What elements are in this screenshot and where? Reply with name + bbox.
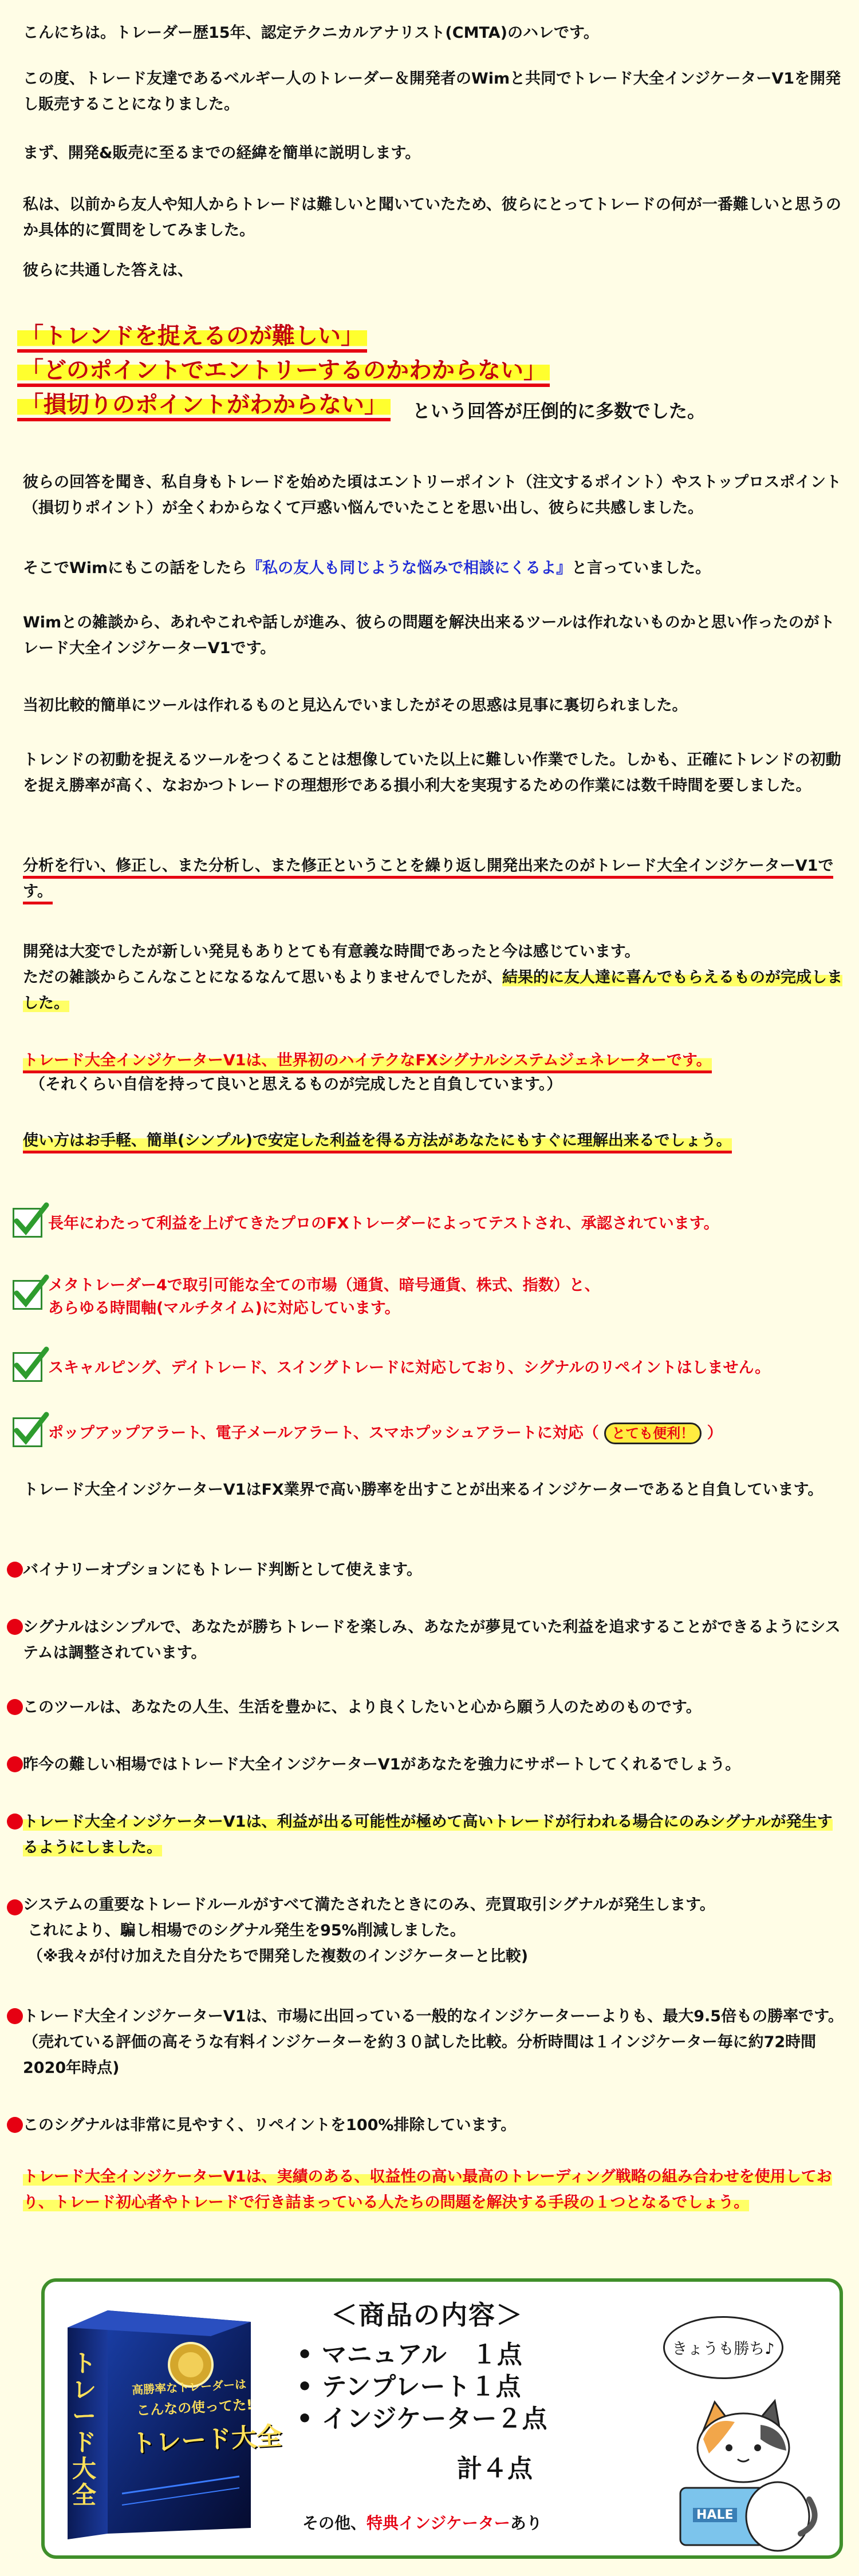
intro-question: 私は、以前から友人や知人からトレードは難しいと聞いていたため、彼らにとってトレードの何が一番難しいと思うのか具体的に質問をしてみました。: [23, 196, 841, 239]
intro-greeting: こんにちは。トレーダー歴15年、認定テクニカルアナリスト(CMTA)のハレです。: [23, 24, 599, 42]
bullet-rules: システムの重要なトレードルールがすべて満たされたときにのみ、売買取引シグナルが発生します。 これにより、騙し相場でのシグナル発生を95%削減しました。 （※我々が付け加えた自分たちで開発した複数のインジケーターと比較): [23, 1896, 715, 1965]
story-expectation: 当初比較的簡単にツールは作れるものと見込んでいましたがその思惑は見事に裏切られました。: [23, 697, 688, 714]
story-wim: そこでWimにもこの話をしたら『私の友人も同じような悩みで相談にくるよ』と言っていました。: [23, 559, 711, 577]
package-side-title: トレード大全: [72, 2349, 97, 2509]
checkmark-icon: [13, 1208, 42, 1238]
checkmark-icon: [13, 1352, 42, 1382]
answer-stoploss: 「損切りのポイントがわからない」: [17, 389, 391, 420]
story-completion: 開発は大変でしたが新しい発見もありとても有意義な時間であったと今は感じています。 ただの雑談からこんなことになるなんて思いもよりませんでしたが、結果的に友人達に喜んでもらえるものが完成しました。: [23, 943, 842, 1012]
speech-bubble: きょうも勝ち♪: [663, 2316, 783, 2379]
product-contents-box: [41, 2278, 843, 2559]
product-item: • マニュアル １点: [297, 2339, 547, 2371]
cat-mascot-icon: [669, 2385, 818, 2557]
feature-styles: スキャルピング、デイトレード、スイングトレードに対応しており、シグナルのリペイントはしません。: [48, 1359, 771, 1377]
product-item-list: [297, 2339, 547, 2435]
answer-entry: 「どのポイントでエントリーするのかわからない」: [17, 355, 550, 386]
package-tagline: 高勝率なトレーダーは: [131, 2377, 247, 2397]
closing-statement: トレード大全インジケーターV1は、実績のある、収益性の高い最高のトレーディング戦略の組み合わせを使用しており、トレード初心者やトレードで行き詰まっている人たちの問題を解決する手段の１つとなるでしょう。: [23, 2168, 832, 2211]
product-total: 計４点: [457, 2454, 533, 2483]
bullet-dot: [7, 2117, 23, 2133]
checkmark-icon: [13, 1417, 42, 1447]
bullet-high-probability: トレード大全インジケーターV1は、利益が出る可能性が極めて高いトレードが行われる場合にのみシグナルが発生するようにしました。: [23, 1813, 833, 1856]
story-empathy: 彼らの回答を聞き、私自身もトレードを始めた頃はエントリーポイント（注文するポイント）やストップロスポイント（損切りポイント）が全くわからなくて戸惑い悩んでいたことを思い出し、彼らに共感しました。: [23, 473, 842, 517]
package-subtagline: こんなの使ってた!: [136, 2396, 253, 2419]
bullet-dot: [7, 1899, 23, 1915]
story-origin: Wimとの雑談から、あれやこれや話しが進み、彼らの問題を解決出来るツールは作れないものかと思い作ったのがトレード大全インジケーターV1です。: [23, 614, 835, 657]
bullet-comparison: トレード大全インジケーターV1は、市場に出回っている一般的なインジケーターーよりも、最大9.5倍もの勝率です。（売れている評価の高そうな有料インジケーターを約３０試した比較。分析時間は１インジケーター毎に約72時間 2020年時点): [23, 2008, 844, 2077]
wim-quote: 『私の友人も同じような悩みで相談にくるよ』: [247, 559, 572, 577]
checkmark-icon: [13, 1280, 42, 1310]
world-first-note: （それくらい自信を持って良いと思えるものが完成したと自負しています。）: [30, 1076, 562, 1093]
product-item: • インジケーター２点: [297, 2403, 547, 2435]
intro-answer-lead: 彼らに共通した答えは、: [23, 262, 193, 279]
story-iteration: 分析を行い、修正し、また分析し、また修正ということを繰り返し開発出来たのがトレード大全インジケーターV1です。: [23, 853, 848, 904]
bullet-dot: [7, 1619, 23, 1635]
bullet-dot: [7, 1756, 23, 1772]
bullet-no-repaint: このシグナルは非常に見やすく、リペイントを100%排除しています。: [23, 2116, 517, 2134]
intro-background: まず、開発&販売に至るまでの経緯を簡単に説明します。: [23, 144, 421, 162]
product-title: ＜商品の内容＞: [331, 2300, 523, 2330]
convenient-badge: とても便利！: [604, 1423, 702, 1444]
answer-trend: 「トレンドを捉えるのが難しい」: [17, 321, 367, 351]
feature-tested: 長年にわたって利益を上げてきたプロのFXトレーダーによってテストされ、承認されています。: [48, 1215, 719, 1232]
intro-announcement: この度、トレード友達であるベルギー人のトレーダー＆開発者のWimと共同でトレード大全インジケーターV1を開発し販売することになりました。: [23, 70, 841, 113]
completion-highlight: 結果的に友人達に喜んでもらえるものが完成しました。: [23, 969, 842, 1012]
product-bonus-note: その他、特典インジケーターあり: [302, 2514, 542, 2532]
package-title: トレード大全: [130, 2421, 283, 2459]
bullet-binary: バイナリーオプションにもトレード判断として使えます。: [23, 1561, 422, 1579]
answer-tail: という回答が圧倒的に多数でした。: [412, 400, 706, 422]
story-difficulty: トレンドの初動を捉えるツールをつくることは想像していた以上に難しい作業でした。しかも、正確にトレンドの初動を捉え勝率が高く、なおかつトレードの理想形である損小利大を実現するための作業には数千時間を要しました。: [23, 751, 841, 795]
bullet-dot: [7, 1562, 23, 1578]
product-item: • テンプレート１点: [297, 2371, 547, 2403]
bullet-dot: [7, 1814, 23, 1830]
feature-markets: メタトレーダー4で取引可能な全ての市場（通貨、暗号通貨、株式、指数）と、 あらゆる時間軸(マルチタイム)に対応しています。: [48, 1277, 600, 1317]
bullet-dot: [7, 2008, 23, 2024]
world-first-claim: トレード大全インジケーターV1は、世界初のハイテクなFXシグナルシステムジェネレーターです。: [23, 1048, 848, 1073]
winrate-claim: トレード大全インジケーターV1はFX業界で高い勝率を出すことが出来るインジケーターであると自負しています。: [23, 1481, 823, 1499]
ease-of-use: 使い方はお手軽、簡単(シンプル)で安定した利益を得る方法があなたにもすぐに理解出来るでしょう。: [23, 1128, 848, 1153]
laptop-label: HALE: [693, 2508, 737, 2522]
bullet-life: このツールは、あなたの人生、生活を豊かに、より良くしたいと心から願う人のためのものです。: [23, 1698, 702, 1716]
bullet-support: 昨今の難しい相場ではトレード大全インジケーターV1があなたを強力にサポートしてくれるでしょう。: [23, 1756, 741, 1773]
bullet-dot: [7, 1699, 23, 1715]
feature-alerts: ポップアップアラート、電子メールアラート、スマホプッシュアラートに対応（ とても便利！ ）: [48, 1422, 838, 1445]
bullet-simple-signal: シグナルはシンプルで、あなたが勝ちトレードを楽しみ、あなたが夢見ていた利益を追求することができるようにシステムは調整されています。: [23, 1618, 841, 1662]
